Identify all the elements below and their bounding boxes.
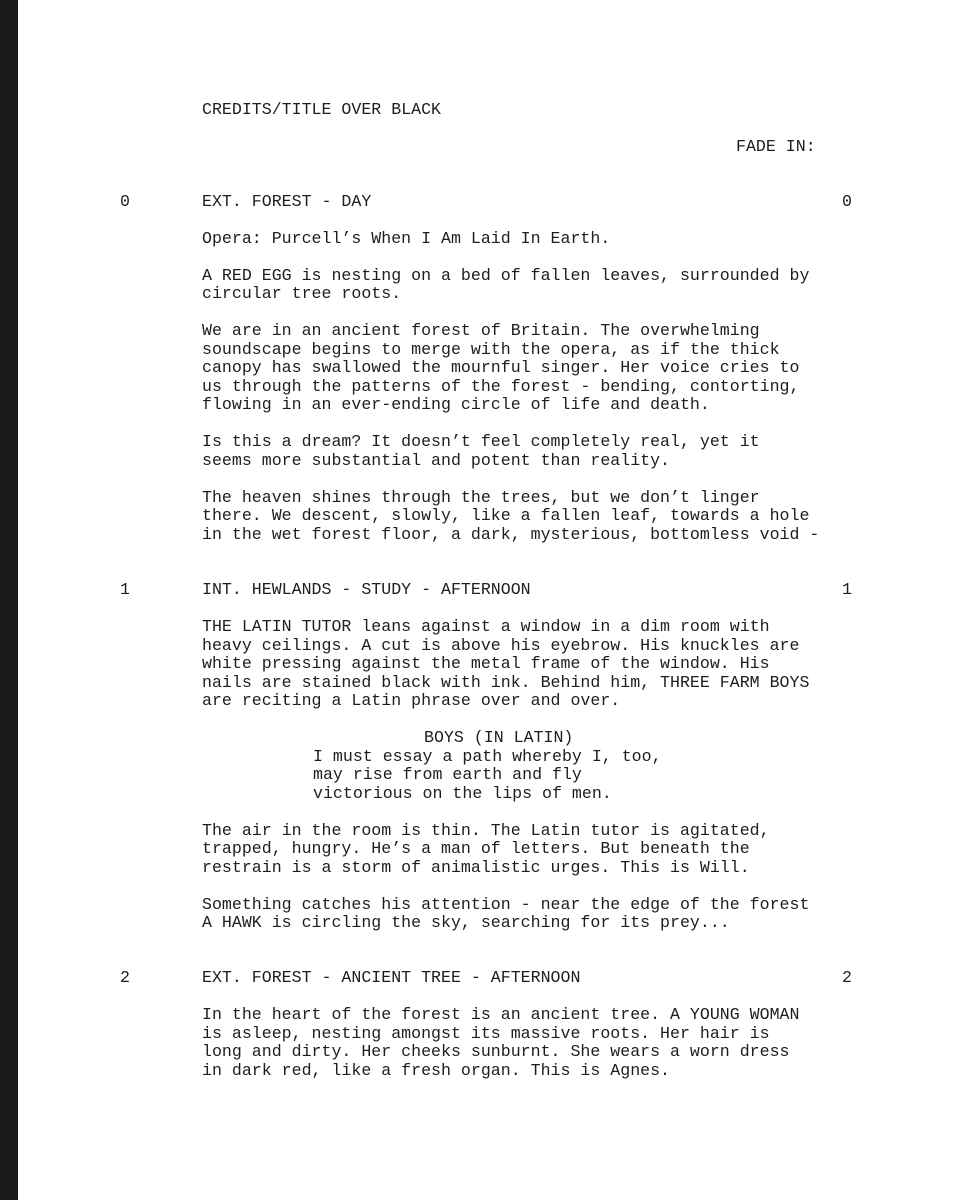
action-line: heavy ceilings. A cut is above his eyebrow. His knuckles are [202,636,800,655]
action-line: Something catches his attention - near the edge of the forest [202,895,810,914]
action-line: white pressing against the metal frame of the window. His [202,654,770,673]
dialogue-line: victorious on the lips of men. [313,784,612,803]
action-line: THE LATIN TUTOR leans against a window in a dim room with [202,617,770,636]
action-line: there. We descent, slowly, like a fallen leaf, towards a hole [202,506,810,525]
action-line: In the heart of the forest is an ancient tree. A YOUNG WOMAN [202,1005,800,1024]
scene-heading: EXT. FOREST - ANCIENT TREE - AFTERNOON [202,968,581,987]
action-line: seems more substantial and potent than reality. [202,451,671,470]
action-line: long and dirty. Her cheeks sunburnt. She wears a worn dress [202,1042,790,1061]
action-line: circular tree roots. [202,284,402,303]
scene-heading: EXT. FOREST - DAY [202,192,372,211]
action-line: us through the patterns of the forest - bending, contorting, [202,377,800,396]
action-line: nails are stained black with ink. Behind him, THREE FARM BOYS [202,673,810,692]
action-line: A RED EGG is nesting on a bed of fallen leaves, surrounded by [202,266,810,285]
action-line: A HAWK is circling the sky, searching for its prey... [202,913,730,932]
action-line: in the wet forest floor, a dark, mysterious, bottomless void - [202,525,820,544]
action-line: Is this a dream? It doesn’t feel completely real, yet it [202,432,760,451]
action-line: are reciting a Latin phrase over and over. [202,691,621,710]
action-line: The heaven shines through the trees, but we don’t linger [202,488,760,507]
action-line: We are in an ancient forest of Britain. The overwhelming [202,321,760,340]
action-line: trapped, hungry. He’s a man of letters. But beneath the [202,839,750,858]
script-page [18,0,979,1200]
action-line: restrain is a storm of animalistic urges. This is Will. [202,858,750,877]
dialogue-line: may rise from earth and fly [313,765,582,784]
scene-number-left: 2 [120,968,130,987]
scene-number-left: 0 [120,192,130,211]
transition-fade-in: FADE IN: [736,137,816,156]
scene-number-left: 1 [120,580,130,599]
action-line: is asleep, nesting amongst its massive roots. Her hair is [202,1024,770,1043]
scene-heading: INT. HEWLANDS - STUDY - AFTERNOON [202,580,531,599]
action-line: in dark red, like a fresh organ. This is Agnes. [202,1061,671,1080]
action-line: soundscape begins to merge with the opera, as if the thick [202,340,780,359]
action-line: flowing in an ever-ending circle of life and death. [202,395,710,414]
dialogue-character: BOYS (IN LATIN) [424,728,574,747]
action-line: Opera: Purcell’s When I Am Laid In Earth. [202,229,611,248]
dialogue-line: I must essay a path whereby I, too, [313,747,662,766]
scene-number-right: 0 [842,192,852,211]
scene-number-right: 2 [842,968,852,987]
action-line: canopy has swallowed the mournful singer. Her voice cries to [202,358,800,377]
scene-number-right: 1 [842,580,852,599]
action-line: The air in the room is thin. The Latin tutor is agitated, [202,821,770,840]
opening-credit: CREDITS/TITLE OVER BLACK [202,100,441,119]
